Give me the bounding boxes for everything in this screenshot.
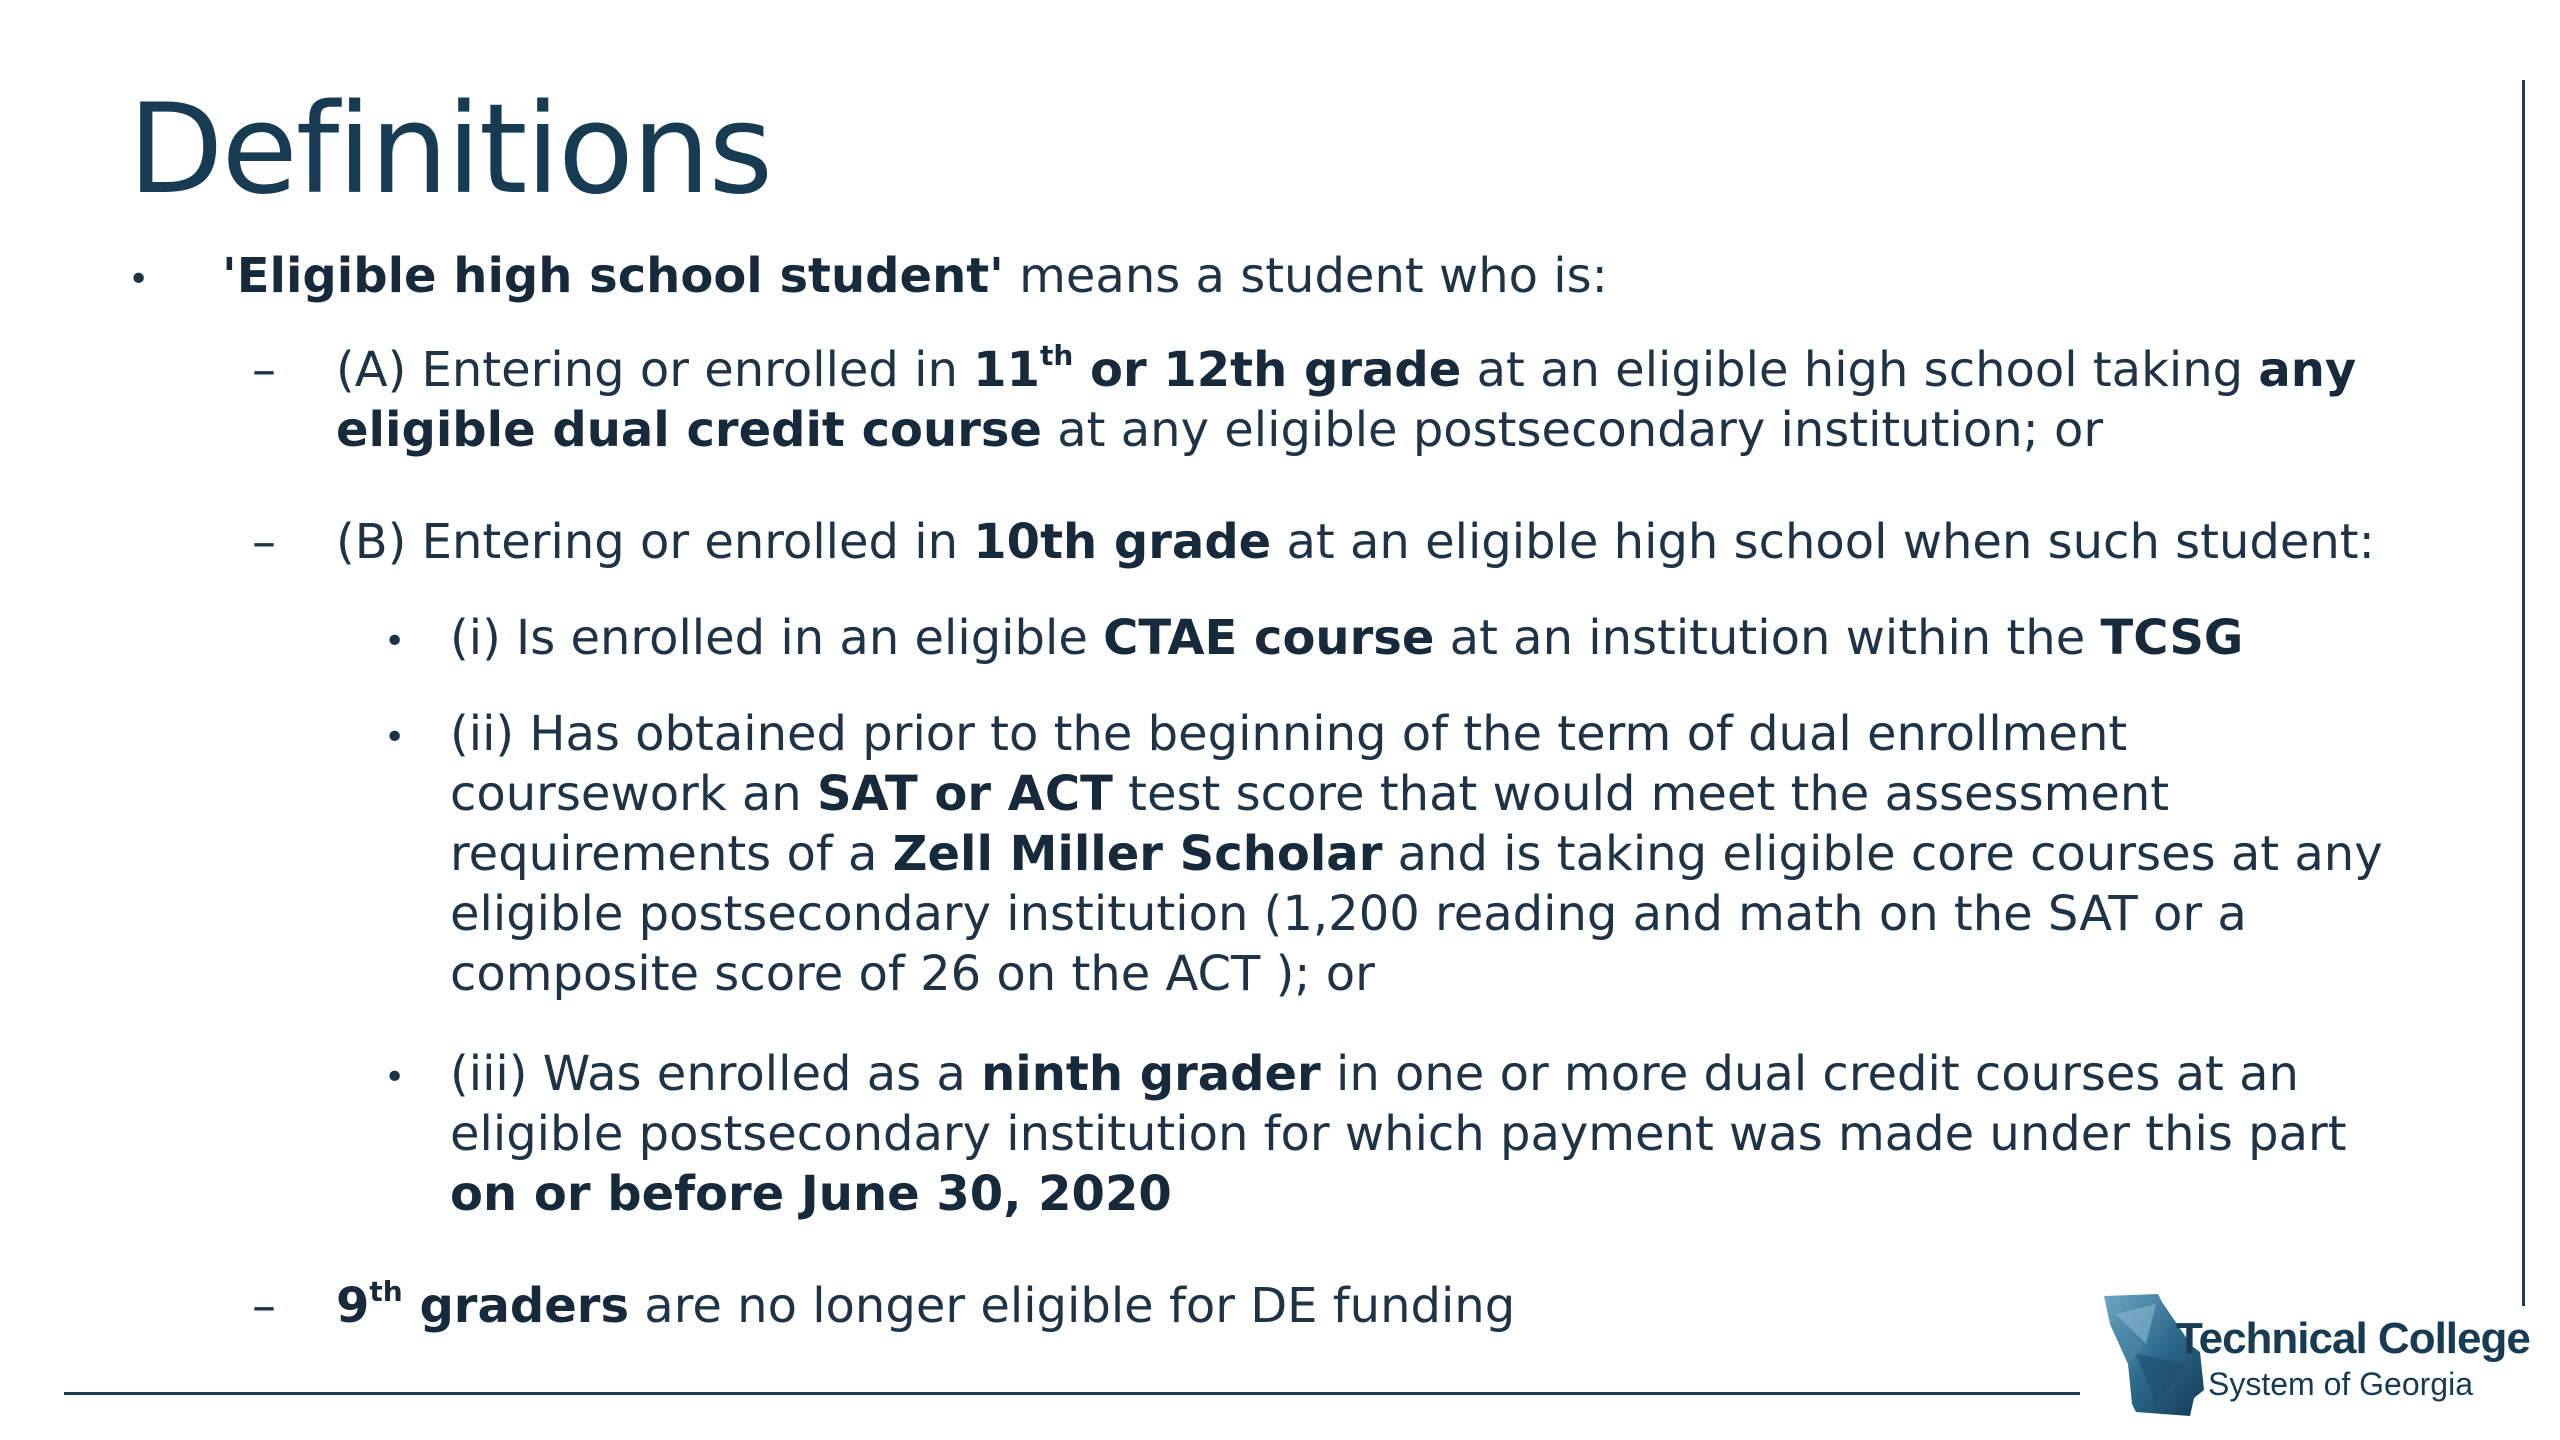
bottom-rule [64, 1392, 2080, 1395]
dash-marker: – [252, 514, 276, 570]
dash-marker: – [252, 1278, 276, 1334]
bullet-marker: • [384, 621, 406, 662]
bullet-eligible-student: 'Eligible high school student' means a student who is: [222, 248, 1608, 304]
note-ninth-graders: 9th graders are no longer eligible for DE funding [336, 1275, 1516, 1334]
logo-subtitle: System of Georgia [2208, 1366, 2473, 1402]
logo-title: Technical College [2176, 1314, 2530, 1363]
bullet-marker: • [384, 717, 406, 758]
right-rule [2522, 80, 2525, 1306]
clause-a: (A) Entering or enrolled in 11th or 12th grade at an eligible high school taking any eligible dual credit course at any eligible postsecondary institution; or [336, 339, 2357, 458]
term-eligible-student: 'Eligible high school student' [222, 248, 1004, 304]
bullet-marker: • [128, 259, 150, 300]
sub-clause-iii: (iii) Was enrolled as a ninth grader in one or more dual credit courses at an eligible postsecondary institution for which payment was made under this part on or before June 30, 2020 [450, 1046, 2347, 1222]
page-title: Definitions [128, 78, 772, 222]
tcsg-logo [2096, 1294, 2536, 1420]
dash-marker: – [252, 342, 276, 398]
clause-b: (B) Entering or enrolled in 10th grade at an eligible high school when such student: [336, 514, 2375, 570]
sub-clause-ii: (ii) Has obtained prior to the beginning of the term of dual enrollment coursework an SAT or ACT test score that would meet the assessment requirements of a Zell Miller Scholar and is taking eligible core courses at any eligible postsecondary institution (1,200 reading and math on the SAT or a composite score of 26 on the ACT ); or [450, 706, 2383, 1002]
sub-clause-i: (i) Is enrolled in an eligible CTAE course at an institution within the TCSG [450, 610, 2244, 666]
bullet-marker: • [384, 1057, 406, 1098]
